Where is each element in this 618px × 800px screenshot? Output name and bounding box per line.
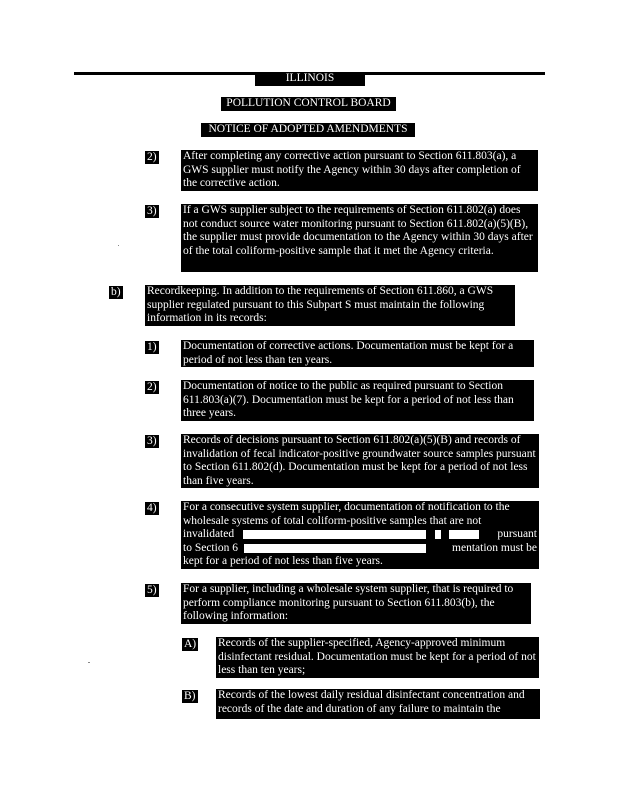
item-label-b2: 2) (147, 381, 157, 393)
item-text-a2: After completing any corrective action pursuant to Section 611.803(a), a GWS supplier must notify the Agency within 30 days after completion of the corrective action. (181, 150, 538, 191)
b4-line4: to Section 6 mentation must be (183, 541, 537, 554)
notice-title: NOTICE OF ADOPTED AMENDMENTS (201, 123, 415, 137)
item-label-b: b) (111, 286, 121, 298)
item-text-b1: Documentation of corrective actions. Documentation must be kept for a period of not less than ten years. (181, 340, 534, 367)
redaction-mark (244, 544, 426, 553)
b4-line1: For a consecutive system supplier, documentation of notification to the (183, 501, 510, 513)
item-label-b5A: A) (184, 638, 197, 650)
b4-line5: kept for a period of not less than five years. (183, 555, 383, 567)
scan-speck (88, 662, 90, 663)
item-text-b5A: Records of the supplier-specified, Agency-approved minimum disinfectant residual. Documentation must be kept for a period of not less than ten years; (216, 637, 539, 678)
redaction-mark (435, 530, 441, 539)
item-label-a2: 2) (147, 151, 157, 163)
item-text-b: Recordkeeping. In addition to the requirements of Section 611.860, a GWS supplier regulated pursuant to this Subpart S must maintain the following information in its records: (145, 285, 515, 326)
item-label-b4: 4) (147, 502, 157, 514)
scan-speck (118, 245, 119, 246)
item-label-b3: 3) (147, 435, 157, 447)
item-label-a3: 3) (147, 205, 157, 217)
item-label-b1: 1) (147, 341, 157, 353)
item-text-b5: For a supplier, including a wholesale system supplier, that is required to perform compliance monitoring pursuant to Section 611.803(b), the following information: (181, 583, 531, 624)
item-text-b2: Documentation of notice to the public as required pursuant to Section 611.803(a)(7). Documentation must be kept for a period of not less than three years. (181, 380, 534, 421)
b4-line3: invalidated pursuant (183, 528, 537, 540)
board-title: POLLUTION CONTROL BOARD (221, 97, 396, 111)
item-text-a3: If a GWS supplier subject to the requirements of Section 611.802(a) does not conduct source water monitoring pursuant to Section 611.802(a)(5)(B), the supplier must provide documentation to the Agency within 30 days after of the total coliform-positive sample that it met the Agency criteria. (181, 204, 538, 272)
item-text-b3: Records of decisions pursuant to Section 611.802(a)(5)(B) and records of invalidation of fecal indicator-positive groundwater source samples pursuant to Section 611.802(d). Documentation must be kept for a period of not less than five years. (181, 434, 539, 488)
item-label-b5B: B) (184, 690, 196, 702)
redaction-mark (243, 530, 426, 539)
redaction-mark (449, 530, 479, 539)
item-label-b5: 5) (147, 584, 157, 596)
register-title: ILLINOIS REGISTER (255, 72, 365, 86)
b4-line2: wholesale systems of total coliform-positive samples that are not (183, 514, 482, 527)
item-text-b5B: Records of the lowest daily residual disinfectant concentration and records of the date and duration of any failure to maintain the (216, 689, 540, 719)
